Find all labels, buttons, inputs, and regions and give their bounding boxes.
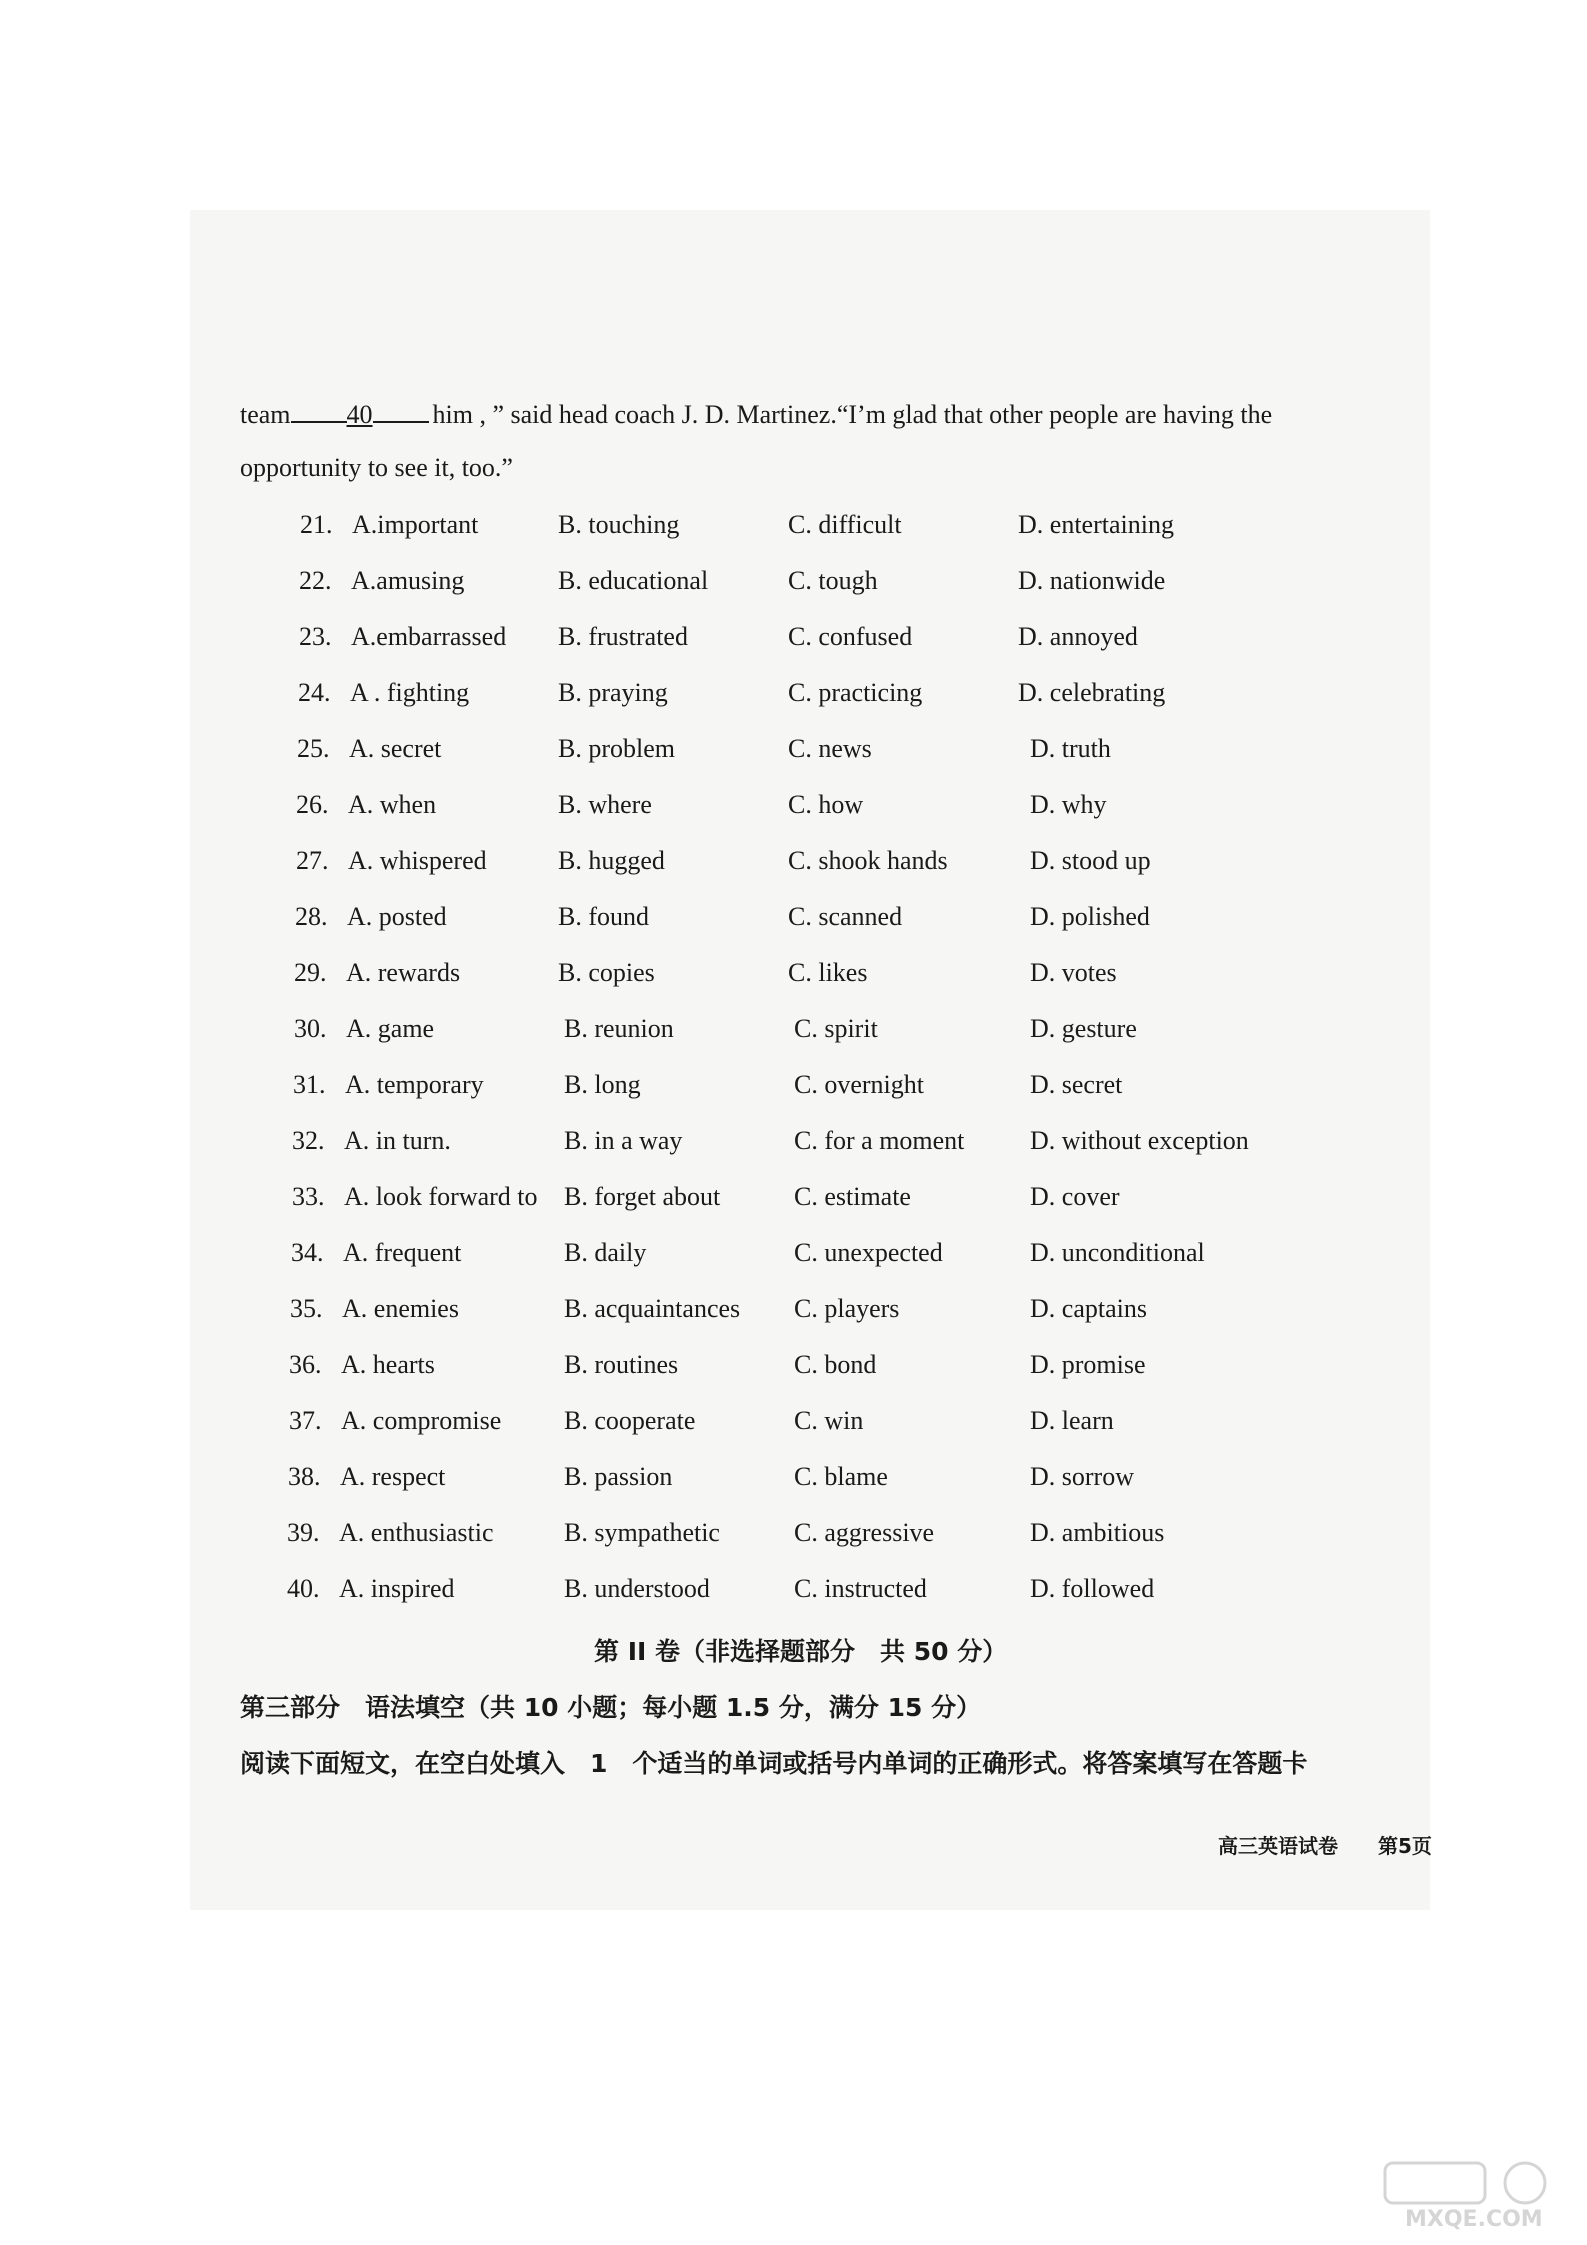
option-b: B. in a way (564, 1126, 683, 1155)
option-a: A. hearts (341, 1350, 435, 1379)
question-number: 34. (291, 1238, 324, 1267)
passage-line-1-rest: him , ” said head coach J. D. Martinez.“I’m glad that other people are having the (432, 400, 1273, 429)
part-title: 第三部分 语法填空（共 10 小题；每小题 1.5 分，满分 15 分） (240, 1693, 982, 1722)
option-a: A. inspired (339, 1574, 455, 1603)
instruction-text: 阅读下面短文，在空白处填入 1 个适当的单词或括号内单词的正确形式。将答案填写在答题卡 (240, 1749, 1308, 1778)
question-number: 27. (296, 846, 329, 875)
option-d: D. cover (1030, 1182, 1120, 1211)
option-d: D. nationwide (1018, 566, 1166, 595)
option-a: A. secret (349, 734, 442, 763)
option-c: C. likes (788, 958, 868, 987)
option-row (0, 732, 1587, 766)
option-b: B. sympathetic (564, 1518, 720, 1547)
option-a: A. in turn. (344, 1126, 451, 1155)
option-row (0, 1012, 1587, 1046)
option-b: B. acquaintances (564, 1294, 741, 1323)
option-a: A.amusing (351, 566, 465, 595)
option-row (0, 1236, 1587, 1270)
option-d: D. ambitious (1030, 1518, 1165, 1547)
option-c: C. blame (794, 1462, 888, 1491)
option-row (0, 788, 1587, 822)
passage-line-1 (240, 400, 1272, 430)
option-d: D. followed (1030, 1574, 1155, 1603)
question-number: 38. (288, 1462, 321, 1491)
question-number: 21. (300, 510, 333, 539)
option-b: B. understood (564, 1574, 710, 1603)
option-row (0, 1572, 1587, 1606)
option-b: B. cooperate (564, 1406, 696, 1435)
option-a: A.embarrassed (351, 622, 507, 651)
volume-title: 第 II 卷（非选择题部分 共 50 分） (594, 1637, 1008, 1666)
question-number: 29. (294, 958, 327, 987)
option-row (0, 1348, 1587, 1382)
question-number: 36. (289, 1350, 322, 1379)
option-row (0, 1180, 1587, 1214)
option-d: D. secret (1030, 1070, 1123, 1099)
question-number: 39. (287, 1518, 320, 1547)
option-c: C. confused (788, 622, 913, 651)
passage-line-2-text: opportunity to see it, too.” (240, 453, 513, 482)
option-c: C. aggressive (794, 1518, 935, 1547)
option-row (0, 844, 1587, 878)
question-number: 25. (297, 734, 330, 763)
option-row (0, 676, 1587, 710)
passage-line-2 (240, 453, 513, 483)
question-number: 32. (292, 1126, 325, 1155)
option-b: B. daily (564, 1238, 647, 1267)
option-a: A. temporary (345, 1070, 484, 1099)
option-b: B. found (558, 902, 649, 931)
option-c: C. difficult (788, 510, 902, 539)
question-number: 28. (295, 902, 328, 931)
question-number: 26. (296, 790, 329, 819)
option-c: C. spirit (794, 1014, 878, 1043)
option-c: C. tough (788, 566, 878, 595)
option-d: D. sorrow (1030, 1462, 1134, 1491)
option-b: B. forget about (564, 1182, 721, 1211)
option-a: A. look forward to (344, 1182, 538, 1211)
option-c: C. unexpected (794, 1238, 943, 1267)
option-b: B. passion (564, 1462, 673, 1491)
question-number: 24. (298, 678, 331, 707)
question-number: 23. (299, 622, 332, 651)
option-a: A. when (348, 790, 437, 819)
option-row (0, 1460, 1587, 1494)
question-number: 33. (292, 1182, 325, 1211)
option-a: A. respect (340, 1462, 446, 1491)
option-d: D. without exception (1030, 1126, 1249, 1155)
option-a: A. rewards (346, 958, 461, 987)
footer-page-number: 第5页 (1378, 1834, 1432, 1858)
option-d: D. truth (1030, 734, 1111, 763)
passage-blank-number: 40 (346, 400, 373, 429)
option-c: C. players (794, 1294, 900, 1323)
option-d: D. promise (1030, 1350, 1146, 1379)
option-b: B. copies (558, 958, 655, 987)
option-a: A. enemies (342, 1294, 459, 1323)
footer-subject: 高三英语试卷 (1218, 1834, 1338, 1858)
option-d: D. captains (1030, 1294, 1147, 1323)
option-row (0, 900, 1587, 934)
option-row (0, 508, 1587, 542)
option-c: C. estimate (794, 1182, 911, 1211)
option-a: A. posted (347, 902, 447, 931)
option-a: A.important (352, 510, 479, 539)
option-c: C. win (794, 1406, 864, 1435)
option-a: A. compromise (341, 1406, 502, 1435)
option-b: B. touching (558, 510, 680, 539)
option-d: D. stood up (1030, 846, 1151, 875)
option-a: A. frequent (343, 1238, 462, 1267)
option-d: D. annoyed (1018, 622, 1138, 651)
option-d: D. why (1030, 790, 1107, 819)
passage-blank-left (291, 401, 347, 423)
option-c: C. scanned (788, 902, 903, 931)
option-d: D. polished (1030, 902, 1150, 931)
option-d: D. celebrating (1018, 678, 1166, 707)
watermark-logo (1375, 2157, 1575, 2237)
question-number: 30. (294, 1014, 327, 1043)
passage-word-team: team (240, 400, 291, 429)
option-row (0, 1292, 1587, 1326)
passage-blank-right (373, 401, 429, 423)
option-a: A . fighting (350, 678, 470, 707)
option-row (0, 1124, 1587, 1158)
option-c: C. how (788, 790, 864, 819)
option-d: D. gesture (1030, 1014, 1137, 1043)
option-b: B. reunion (564, 1014, 674, 1043)
question-number: 37. (289, 1406, 322, 1435)
option-c: C. for a moment (794, 1126, 965, 1155)
option-b: B. praying (558, 678, 668, 707)
option-c: C. instructed (794, 1574, 927, 1603)
option-c: C. news (788, 734, 872, 763)
option-row (0, 1068, 1587, 1102)
option-d: D. unconditional (1030, 1238, 1205, 1267)
option-b: B. routines (564, 1350, 679, 1379)
option-row (0, 1516, 1587, 1550)
option-b: B. educational (558, 566, 709, 595)
option-b: B. hugged (558, 846, 665, 875)
option-d: D. votes (1030, 958, 1117, 987)
watermark-text: MXQE.COM (1405, 2207, 1543, 2232)
option-d: D. learn (1030, 1406, 1114, 1435)
option-d: D. entertaining (1018, 510, 1174, 539)
option-a: A. whispered (348, 846, 487, 875)
option-c: C. overnight (794, 1070, 924, 1099)
question-number: 22. (299, 566, 332, 595)
option-b: B. frustrated (558, 622, 688, 651)
option-c: C. practicing (788, 678, 923, 707)
question-number: 35. (290, 1294, 323, 1323)
option-row (0, 956, 1587, 990)
option-c: C. shook hands (788, 846, 948, 875)
option-a: A. enthusiastic (339, 1518, 494, 1547)
option-b: B. long (564, 1070, 641, 1099)
question-number: 40. (287, 1574, 320, 1603)
option-row (0, 620, 1587, 654)
option-b: B. problem (558, 734, 675, 763)
option-b: B. where (558, 790, 652, 819)
question-number: 31. (293, 1070, 326, 1099)
option-a: A. game (346, 1014, 435, 1043)
option-row (0, 1404, 1587, 1438)
option-row (0, 564, 1587, 598)
option-c: C. bond (794, 1350, 877, 1379)
